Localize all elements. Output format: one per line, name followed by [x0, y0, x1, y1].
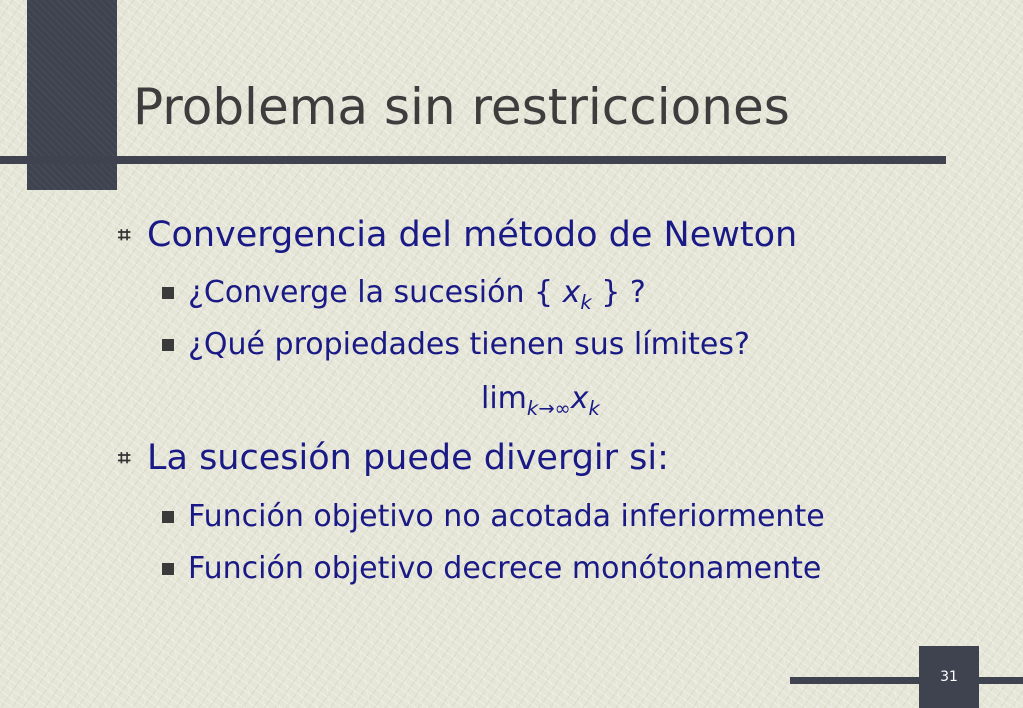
square-bullet-icon [162, 339, 174, 351]
subbullet-prefix: ¿Converge la sucesión { [188, 275, 563, 310]
sequence-subscript: k [580, 291, 592, 314]
square-bullet-icon [162, 563, 174, 575]
bullet-text: Convergencia del método de Newton [147, 215, 798, 255]
sequence-variable: x [562, 275, 581, 310]
square-bullet-icon [162, 511, 174, 523]
slide-title: Problema sin restricciones [133, 78, 790, 136]
lim-operator: lim [481, 381, 527, 416]
footer-rule [790, 677, 1023, 684]
bullet-divergence [118, 438, 669, 478]
subbullet-text: ¿Qué propiedades tienen sus límites? [188, 327, 750, 362]
subbullet-monotone [162, 551, 821, 586]
bullet-newton-convergence [118, 215, 797, 255]
limit-formula [481, 381, 600, 420]
square-bullet-icon [162, 287, 174, 299]
title-underline [0, 156, 946, 164]
hash-bullet-icon: ⌗ [118, 446, 131, 471]
subbullet-text: Función objetivo decrece monótonamente [188, 551, 822, 586]
subbullet-limits [162, 327, 750, 362]
subbullet-converge [162, 275, 646, 314]
lim-subscript: k→∞ [526, 397, 571, 420]
subbullet-unbounded [162, 499, 825, 534]
page-number: 31 [919, 646, 979, 708]
subbullet-text: Función objetivo no acotada inferiormente [188, 499, 825, 534]
subbullet-suffix: } ? [591, 275, 646, 310]
bullet-text: La sucesión puede divergir si: [147, 438, 669, 478]
formula-variable-subscript: k [588, 397, 600, 420]
formula-variable: x [570, 381, 589, 416]
hash-bullet-icon: ⌗ [118, 223, 131, 248]
